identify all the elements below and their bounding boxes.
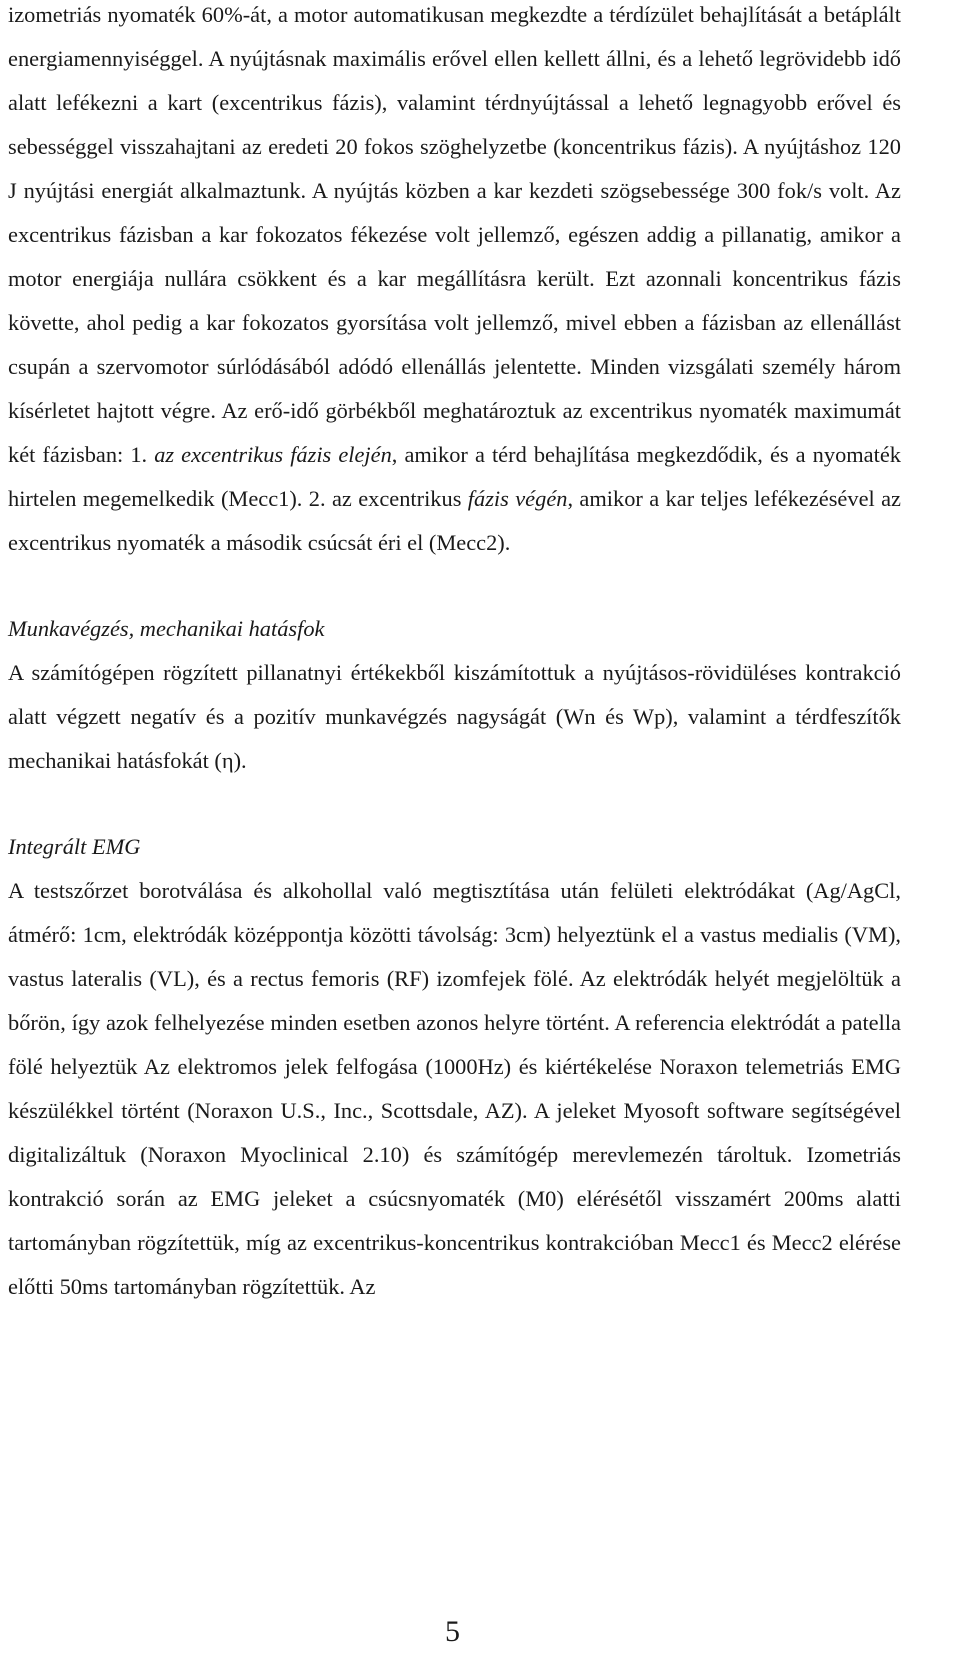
paragraph-protocol-text: izometriás nyomaték 60%-át, a motor automatikusan megkezdte a térdízület behajlítását a betáplált energiamennyiséggel. A nyújtásnak maximális erővel ellen kellett állni, és a lehető legrövidebb idő alatt lefékezni a kart (excentrikus fázis), valamint térdnyújtással a lehető legnagyobb erővel és sebességgel visszahajtani az eredeti 20 fokos szöghelyzetbe (koncentrikus fázis). A nyújtáshoz 120 J nyújtási energiát alkalmaztunk. A nyújtás közben a kar kezdeti szögsebessége 300 fok/s volt. Az excentrikus fázisban a kar fokozatos fékezése volt jellemző, egészen addig a pillanatig, amikor a motor energiája nullára csökkent és a kar megállításra került. Ezt azonnali koncentrikus fázis követte, ahol pedig a kar fokozatos gyorsítása volt jellemző, mivel ebben a fázisban az ellenállást csupán a szervomotor súrlódásából adódó ellenállás jelentette. Minden vizsgálati személy három kísérletet hajtott végre. Az erő-idő görbékből meghatároztuk az excentrikus nyomaték maximumát két fázisban: 1.	[8, 2, 901, 467]
section-heading-work: Munkavégzés, mechanikai hatásfok	[8, 616, 325, 641]
section-heading-emg: Integrált EMG	[8, 834, 141, 859]
paragraph-work: A számítógépen rögzített pillanatnyi értékekből kiszámítottuk a nyújtásos-rövidüléses kontrakció alatt végzett negatív és a pozitív munkavégzés nagyságát (Wn és Wp), valamint a térdfeszítők mechanikai hatásfokát (η).	[8, 660, 901, 773]
emphasis-phase-end: fázis végén	[467, 486, 568, 511]
page-number: 5	[445, 1615, 460, 1648]
section-spacer	[8, 783, 901, 825]
paragraph-protocol	[8, 0, 901, 565]
section-spacer	[8, 565, 901, 607]
page-content	[8, 0, 901, 1309]
paragraph-protocol-text-2: , amikor a térd behajlítása megkezdődik, és a nyomaték hirtelen megemelkedik (Mecc1). 2. az excentrikus	[8, 442, 901, 511]
emphasis-phase-start: az excentrikus fázis elején	[154, 442, 392, 467]
paragraph-protocol-text-3: , amikor a kar teljes lefékezésével az excentrikus nyomaték a második csúcsát éri el (Mecc2).	[8, 486, 901, 555]
paragraph-emg: A testszőrzet borotválása és alkohollal való megtisztítása után felületi elektródákat (Ag/AgCl, átmérő: 1cm, elektródák középpontja közötti távolság: 3cm) helyeztünk el a vastus medialis (VM), vastus lateralis (VL), és a rectus femoris (RF) izomfejek fölé. Az elektródák helyét megjelöltük a bőrön, így azok felhelyezése minden esetben azonos helyre történt. A referencia elektródát a patella fölé helyeztük Az elektromos jelek felfogása (1000Hz) és kiértékelése Noraxon telemetriás EMG készülékkel történt (Noraxon U.S., Inc., Scottsdale, AZ). A jeleket Myosoft software segítségével digitalizáltuk (Noraxon Myoclinical 2.10) és számítógép merevlemezén tároltuk. Izometriás kontrakció során az EMG jeleket a csúcsnyomaték (M0) elérésétől visszamért 200ms alatti tartományban rögzítettük, míg az excentrikus-koncentrikus kontrakcióban Mecc1 és Mecc2 elérése előtti 50ms tartományban rögzítettük. Az	[8, 878, 901, 1299]
